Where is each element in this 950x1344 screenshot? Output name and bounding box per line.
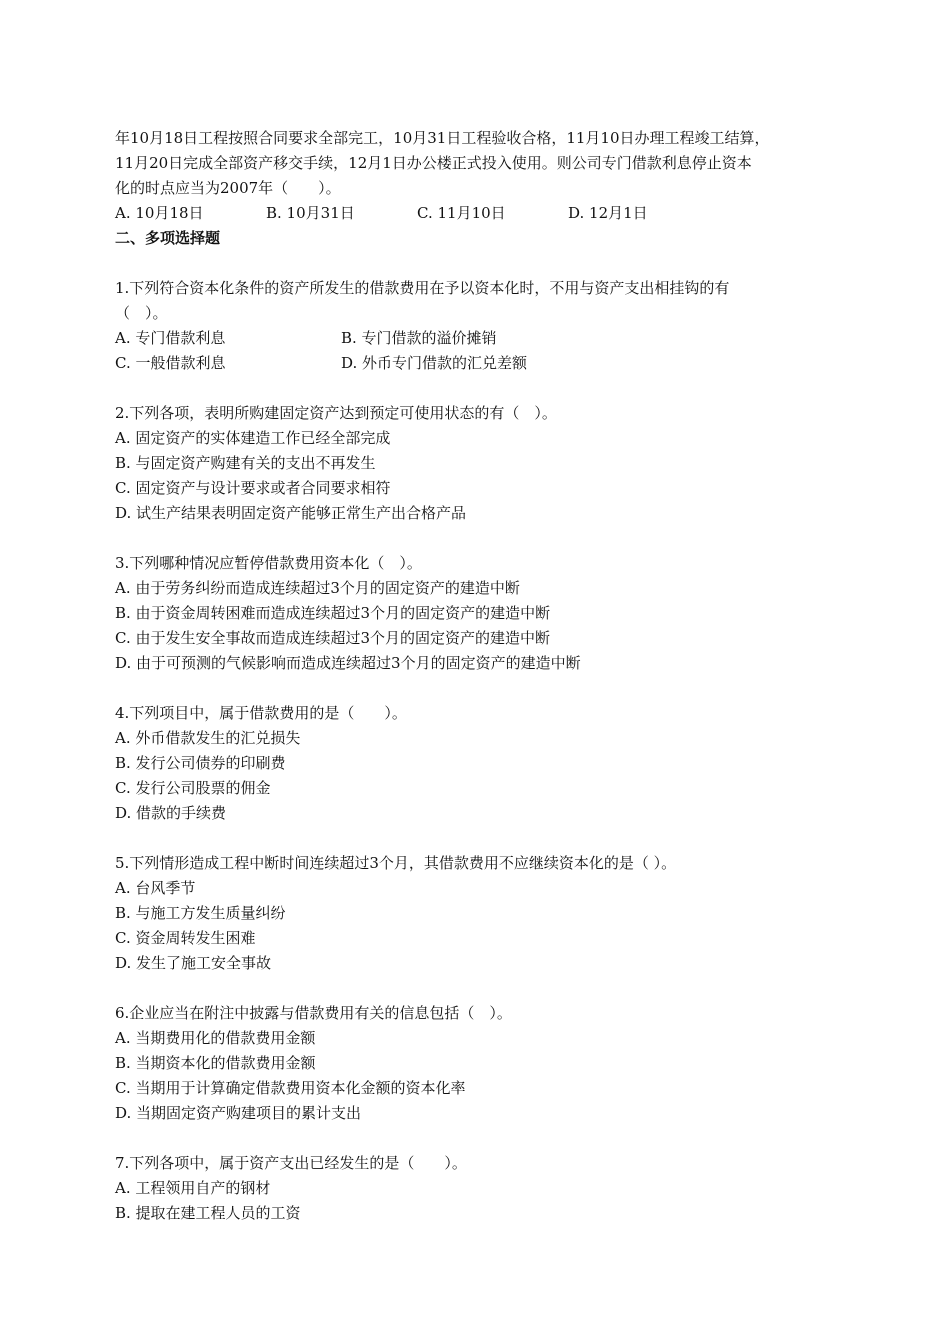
spacer (115, 826, 865, 851)
spacer (115, 526, 865, 551)
question-2 (115, 401, 865, 526)
document-body (115, 126, 865, 1226)
option-d: D. 由于可预测的气候影响而造成连续超过3个月的固定资产的建造中断 (115, 654, 581, 672)
option-b: B. 提取在建工程人员的工资 (115, 1204, 301, 1222)
intro-line: 化的时点应当为2007年（ ）。 (115, 179, 341, 197)
option-row (115, 326, 865, 351)
option-a: A. 固定资产的实体建造工作已经全部完成 (115, 429, 391, 447)
option-d: D. 12月1日 (568, 204, 648, 222)
spacer (115, 251, 865, 276)
intro-line: 11月20日完成全部资产移交手续，12月1日办公楼正式投入使用。则公司专门借款利息停止资本 (115, 154, 752, 172)
question-7 (115, 1151, 865, 1226)
option-a: A. 当期费用化的借款费用金额 (115, 1029, 316, 1047)
question-stem: 1.下列符合资本化条件的资产所发生的借款费用在予以资本化时，不用与资产支出相挂钩的有 (115, 279, 730, 297)
spacer (115, 676, 865, 701)
question-stem: 2.下列各项，表明所购建固定资产达到预定可使用状态的有（ ）。 (115, 404, 557, 422)
option-a: A. 10月18日 (115, 204, 204, 222)
option-c: C. 资金周转发生困难 (115, 929, 256, 947)
option-d: D. 发生了施工安全事故 (115, 954, 272, 972)
option-d: D. 借款的手续费 (115, 804, 227, 822)
option-d: D. 当期固定资产购建项目的累计支出 (115, 1104, 362, 1122)
option-b: B. 与施工方发生质量纠纷 (115, 904, 286, 922)
option-b: B. 由于资金周转困难而造成连续超过3个月的固定资产的建造中断 (115, 604, 551, 622)
question-stem: 3.下列哪种情况应暂停借款费用资本化（ ）。 (115, 554, 422, 572)
option-c: C. 一般借款利息 (115, 354, 226, 372)
option-c: C. 由于发生安全事故而造成连续超过3个月的固定资产的建造中断 (115, 629, 551, 647)
option-a: A. 由于劳务纠纷而造成连续超过3个月的固定资产的建造中断 (115, 579, 520, 597)
question-3 (115, 551, 865, 676)
intro-options (115, 201, 865, 226)
option-a: A. 专门借款利息 (115, 329, 226, 347)
option-c: C. 固定资产与设计要求或者合同要求相符 (115, 479, 391, 497)
option-a: A. 外币借款发生的汇兑损失 (115, 729, 301, 747)
option-c: C. 11月10日 (417, 204, 506, 222)
option-d: D. 外币专门借款的汇兑差额 (341, 354, 528, 372)
option-b: B. 10月31日 (266, 204, 355, 222)
spacer (115, 976, 865, 1001)
option-c: C. 发行公司股票的佣金 (115, 779, 271, 797)
option-a: A. 工程领用自产的钢材 (115, 1179, 271, 1197)
option-b: B. 发行公司债券的印刷费 (115, 754, 286, 772)
spacer (115, 1126, 865, 1151)
question-stem: 6.企业应当在附注中披露与借款费用有关的信息包括（ ）。 (115, 1004, 512, 1022)
question-1 (115, 276, 865, 376)
spacer (115, 376, 865, 401)
option-c: C. 当期用于计算确定借款费用资本化金额的资本化率 (115, 1079, 466, 1097)
question-stem: 4.下列项目中，属于借款费用的是（ ）。 (115, 704, 407, 722)
section-title: 二、多项选择题 (115, 229, 221, 247)
option-b: B. 当期资本化的借款费用金额 (115, 1054, 316, 1072)
option-row (115, 351, 865, 376)
question-5 (115, 851, 865, 976)
question-6 (115, 1001, 865, 1126)
question-4 (115, 701, 865, 826)
option-d: D. 试生产结果表明固定资产能够正常生产出合格产品 (115, 504, 467, 522)
option-b: B. 与固定资产购建有关的支出不再发生 (115, 454, 376, 472)
question-stem: 7.下列各项中，属于资产支出已经发生的是（ ）。 (115, 1154, 467, 1172)
option-b: B. 专门借款的溢价摊销 (341, 329, 497, 347)
question-stem: （ ）。 (115, 304, 168, 322)
question-stem: 5.下列情形造成工程中断时间连续超过3个月，其借款费用不应继续资本化的是（ ）。 (115, 854, 677, 872)
option-a: A. 台风季节 (115, 879, 196, 897)
intro-line: 年10月18日工程按照合同要求全部完工，10月31日工程验收合格，11月10日办理工程竣工结算， (115, 129, 770, 147)
